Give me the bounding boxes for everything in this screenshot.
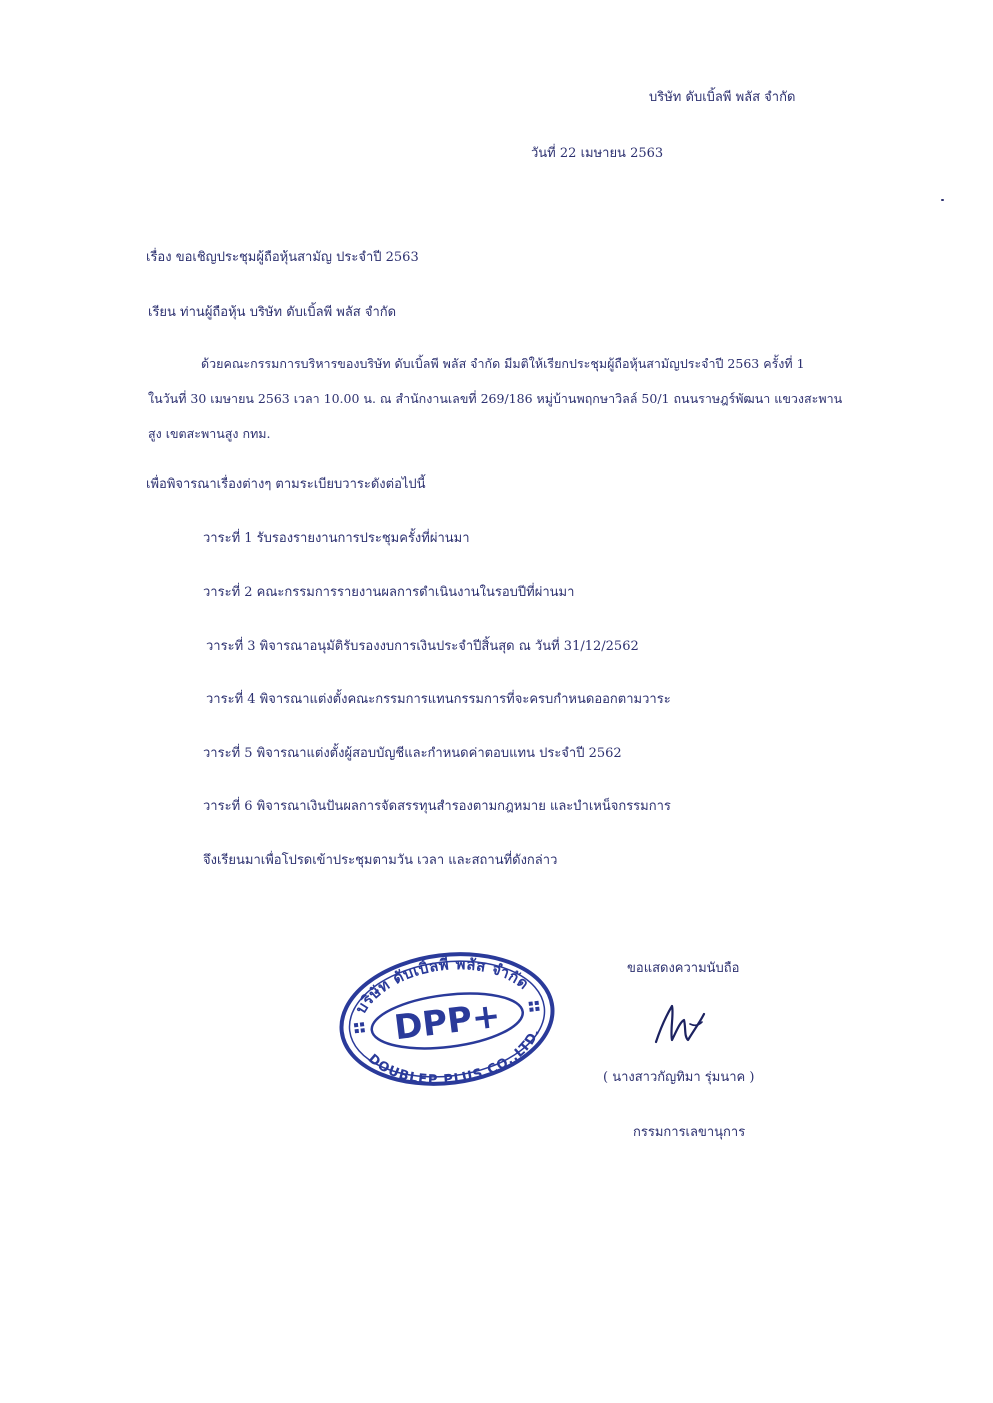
svg-text:DPP+: DPP+ [392,995,503,1049]
closing-line: จึงเรียนมาเพื่อโปรดเข้าประชุมตามวัน เวลา และสถานที่ดังกล่าว [203,853,558,868]
agenda-item-1: วาระที่ 1 รับรองรายงานการประชุมครั้งที่ผ่านมา [203,531,470,546]
regards: ขอแสดงความนับถือ [627,961,740,976]
agenda-item-4: วาระที่ 4 พิจารณาแต่งตั้งคณะกรรมการแทนกรรมการที่จะครบกำหนดออกตามวาระ [206,692,671,707]
agenda-intro: เพื่อพิจารณาเรื่องต่างๆ ตามระเบียบวาระดังต่อไปนี้ [146,477,426,492]
handwritten-signature [650,1000,710,1048]
signer-title: กรรมการเลขานุการ [633,1125,746,1140]
body-line-3: สูง เขตสะพานสูง กทม. [148,426,271,441]
body-line-1: ด้วยคณะกรรมการบริหารของบริษัท ดับเบิ้ลพี พลัส จำกัด มีมติให้เรียกประชุมผู้ถือหุ้นสามัญประจำปี 2563 ครั้งที่ 1 [201,356,805,371]
svg-text:DOUBLEP PLUS CO.,LTD.: DOUBLEP PLUS CO.,LTD. [365,1026,544,1088]
agenda-item-3: วาระที่ 3 พิจารณาอนุมัติรับรองงบการเงินประจำปีสิ้นสุด ณ วันที่ 31/12/2562 [206,639,639,654]
svg-text:บริษัท ดับเบิ้ลพี พลัส จำกัด: บริษัท ดับเบิ้ลพี พลัส จำกัด [351,955,533,1017]
letter-subject: เรื่อง ขอเชิญประชุมผู้ถือหุ้นสามัญ ประจำปี 2563 [146,250,419,265]
letter-salutation: เรียน ท่านผู้ถือหุ้น บริษัท ดับเบิ้ลพี พลัส จำกัด [148,305,397,320]
agenda-item-5: วาระที่ 5 พิจารณาแต่งตั้งผู้สอบบัญชีและกำหนดค่าตอบแทน ประจำปี 2562 [203,746,622,761]
agenda-item-6: วาระที่ 6 พิจารณาเงินปันผลการจัดสรรทุนสำรองตามกฎหมาย และบำเหน็จกรรมการ [203,799,671,814]
company-seal-stamp [336,950,558,1088]
company-header: บริษัท ดับเบิ้ลพี พลัส จำกัด [649,90,796,105]
scan-speck [941,199,944,201]
agenda-item-2: วาระที่ 2 คณะกรรมการรายงานผลการดำเนินงานในรอบปีที่ผ่านมา [203,585,575,600]
letter-date: วันที่ 22 เมษายน 2563 [531,146,664,161]
signer-name: ( นางสาวกัญทิมา รุ่มนาค ) [603,1070,755,1085]
body-line-2: ในวันที่ 30 เมษายน 2563 เวลา 10.00 น. ณ สำนักงานเลขที่ 269/186 หมู่บ้านพฤกษาวิลล์ 50/1 ถนนราษฎร์พัฒนา แขวงสะพาน [148,391,843,406]
